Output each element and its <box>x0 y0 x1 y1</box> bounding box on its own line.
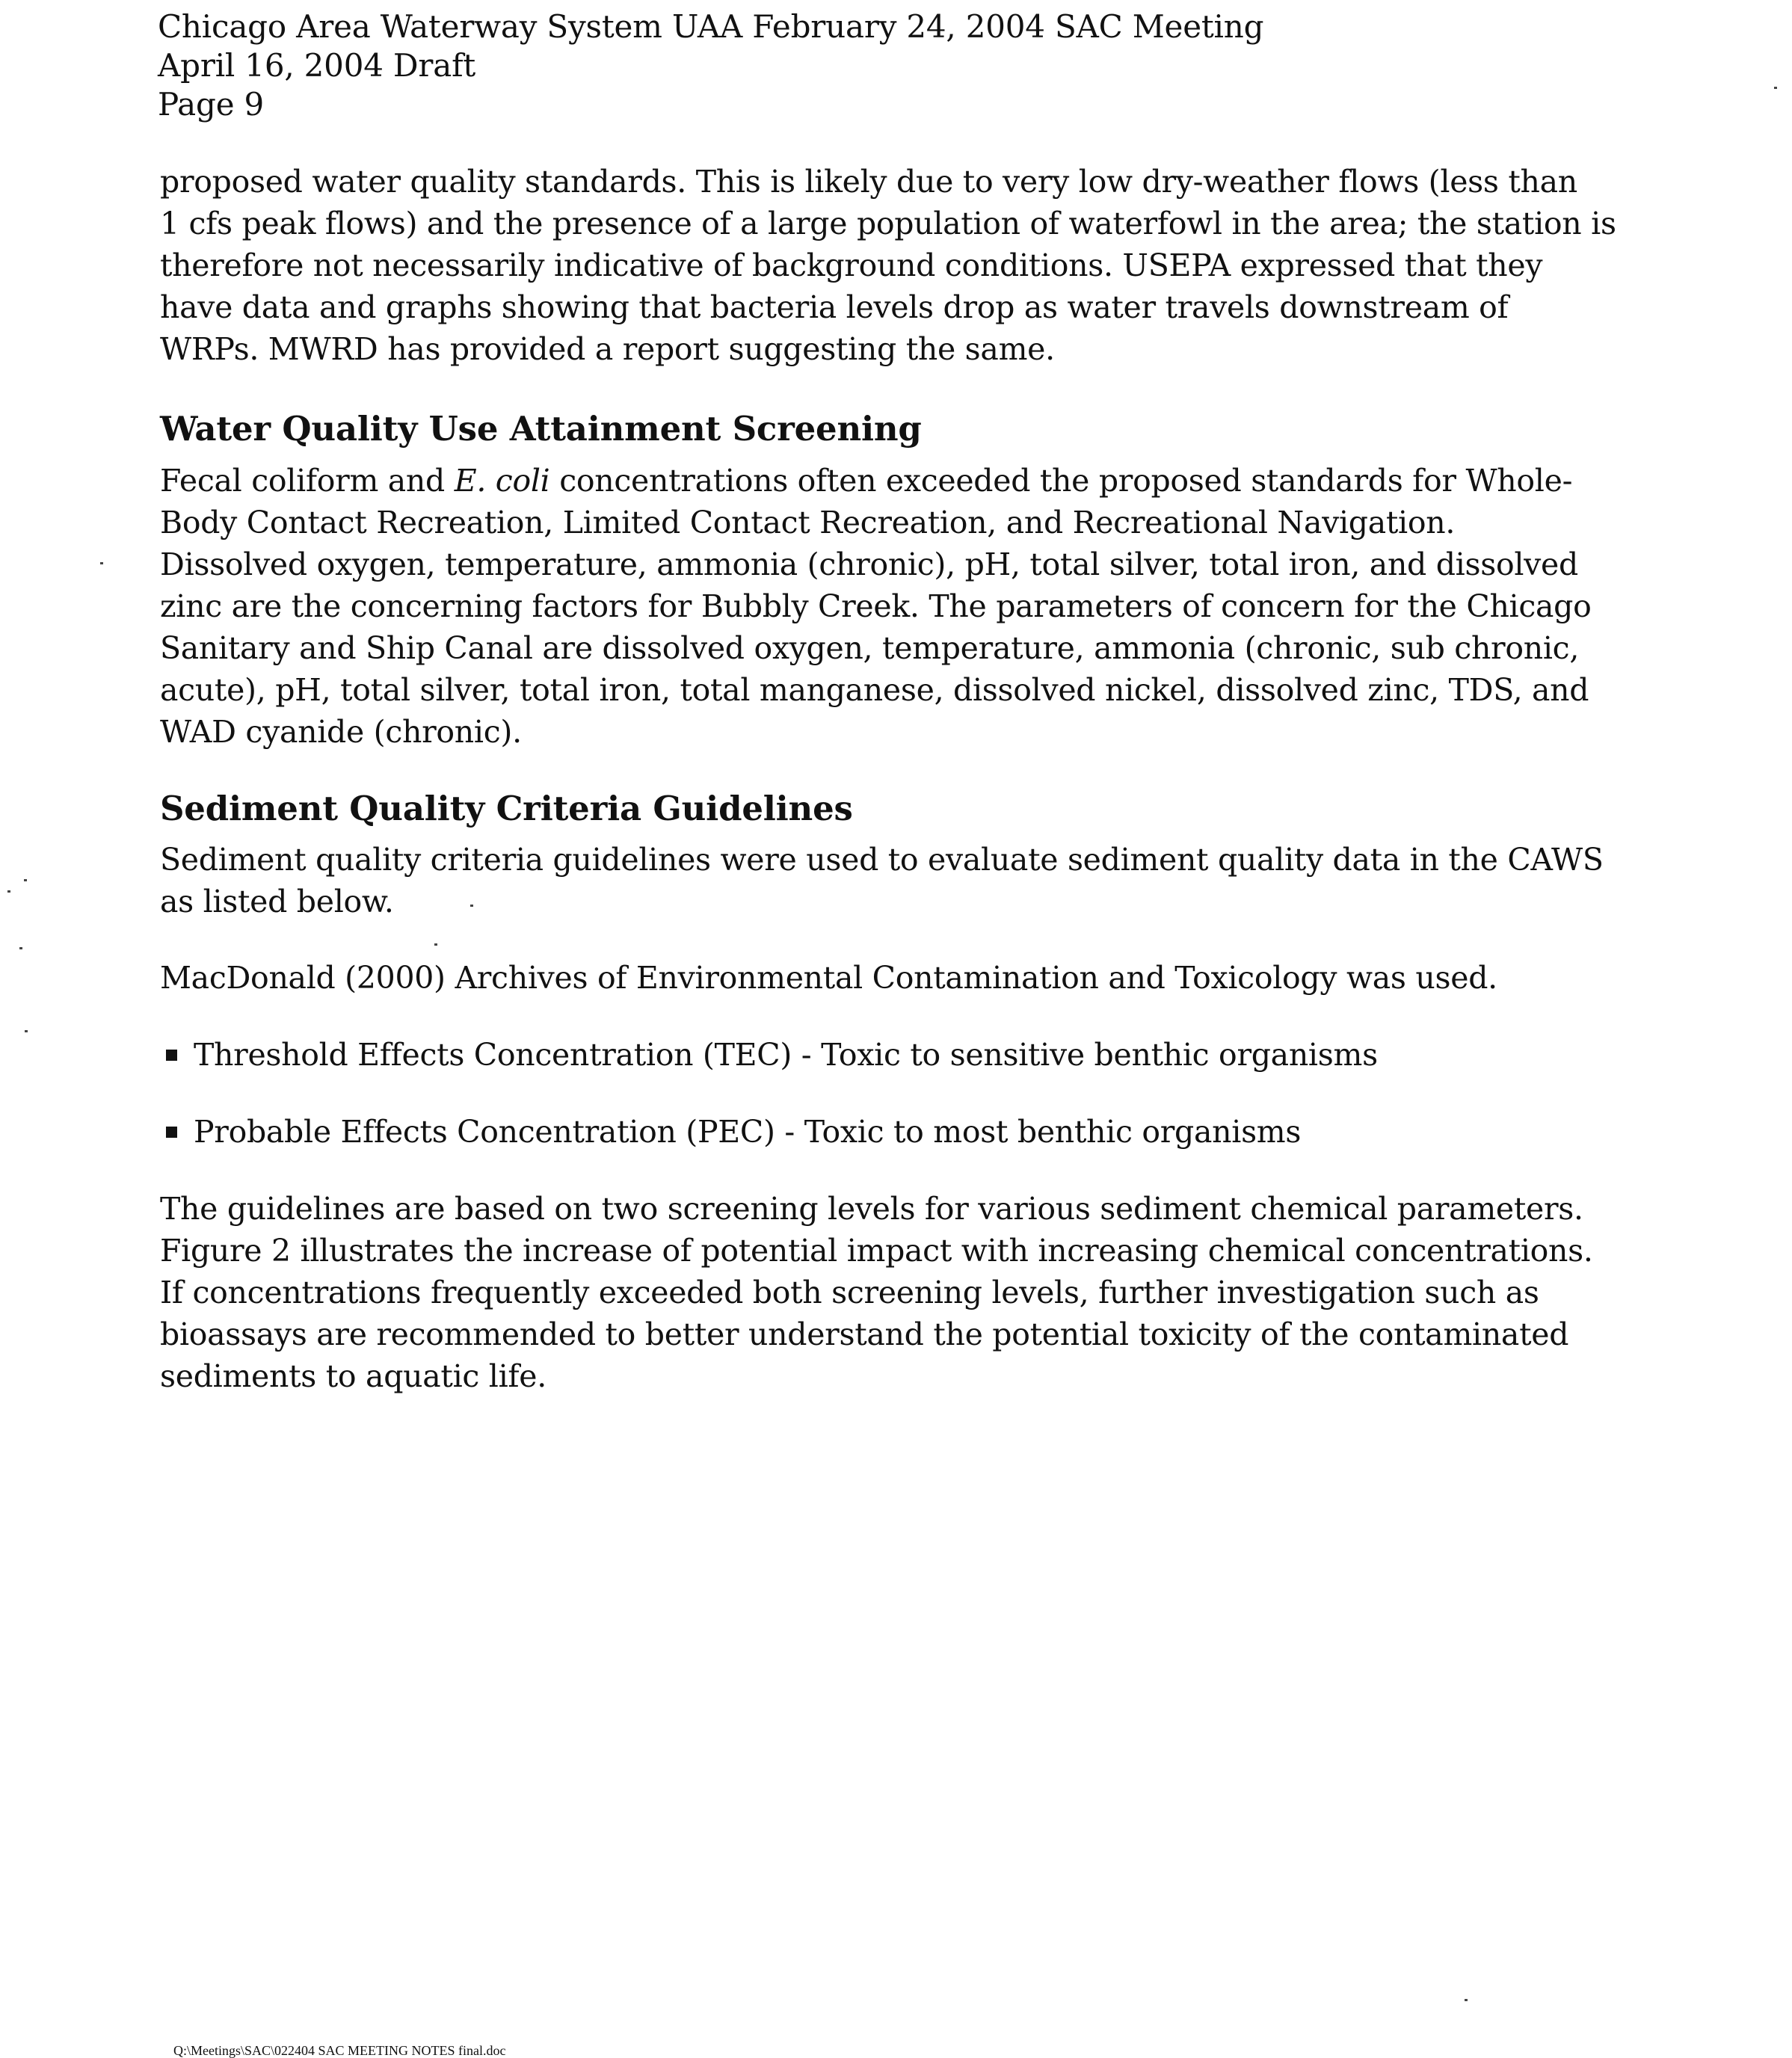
paragraph-line: sediments to aquatic life. <box>160 1358 546 1394</box>
paragraph-line: Dissolved oxygen, temperature, ammonia (chronic), pH, total silver, total iron, and dissolved <box>160 546 1578 582</box>
header-title: Chicago Area Waterway System UAA February 24, 2004 SAC Meeting <box>158 8 1264 45</box>
paragraph-line: proposed water quality standards. This is likely due to very low dry-weather flows (less than <box>160 164 1577 200</box>
sediment-intro-paragraph <box>160 839 1604 922</box>
footer-file-path: Q:\Meetings\SAC\022404 SAC MEETING NOTES final.doc <box>173 2043 506 2058</box>
paragraph-line: as listed below. <box>160 884 394 919</box>
scan-speck <box>25 1030 28 1032</box>
paragraph-line: The guidelines are based on two screening levels for various sediment chemical parameters. <box>160 1191 1583 1227</box>
scan-speck <box>1465 1999 1468 2001</box>
water-quality-paragraph <box>160 460 1592 753</box>
paragraph-line: have data and graphs showing that bacteria levels drop as water travels downstream of <box>160 289 1509 325</box>
bullet-text: Threshold Effects Concentration (TEC) - Toxic to sensitive benthic organisms <box>194 1037 1378 1073</box>
section-heading-sediment-quality: Sediment Quality Criteria Guidelines <box>160 789 853 828</box>
paragraph-line: therefore not necessarily indicative of background conditions. USEPA expressed that they <box>160 247 1543 283</box>
paragraph-line: If concentrations frequently exceeded both screening levels, further investigation such as <box>160 1275 1539 1310</box>
source-citation <box>160 957 1521 999</box>
paragraph-line: Figure 2 illustrates the increase of potential impact with increasing chemical concentrations. <box>160 1233 1593 1269</box>
paragraph-line: WRPs. MWRD has provided a report suggesting the same. <box>160 331 1055 367</box>
italic-species-name: E. coli <box>454 463 550 499</box>
square-bullet-icon <box>166 1050 177 1061</box>
bullet-item-tec <box>166 1034 1378 1076</box>
paragraph-line: zinc are the concerning factors for Bubbly Creek. The parameters of concern for the Chicago <box>160 588 1592 624</box>
bullet-text: Probable Effects Concentration (PEC) - Toxic to most benthic organisms <box>194 1114 1302 1150</box>
scan-speck <box>434 943 437 946</box>
paragraph-line: 1 cfs peak flows) and the presence of a large population of waterfowl in the area; the station is <box>160 206 1616 241</box>
scan-speck <box>19 947 22 949</box>
scan-speck <box>1774 87 1777 89</box>
scan-speck <box>24 879 27 881</box>
section-heading-water-quality: Water Quality Use Attainment Screening <box>160 409 922 449</box>
header-page-number: Page 9 <box>158 86 265 123</box>
square-bullet-icon <box>166 1127 177 1138</box>
paragraph-line: bioassays are recommended to better understand the potential toxicity of the contaminated <box>160 1316 1569 1352</box>
paragraph-line: acute), pH, total silver, total iron, total manganese, dissolved nickel, dissolved zinc, TDS, and <box>160 672 1589 708</box>
paragraph-line: Sanitary and Ship Canal are dissolved oxygen, temperature, ammonia (chronic, sub chronic, <box>160 630 1580 666</box>
paragraph-line: MacDonald (2000) Archives of Environmental Contamination and Toxicology was used. <box>160 960 1497 996</box>
paragraph-line: Body Contact Recreation, Limited Contact Recreation, and Recreational Navigation. <box>160 505 1456 540</box>
closing-paragraph <box>160 1188 1593 1397</box>
paragraph-line: WAD cyanide (chronic). <box>160 714 522 750</box>
bullet-item-pec <box>166 1111 1301 1153</box>
page-header <box>158 7 1263 124</box>
paragraph-line: Sediment quality criteria guidelines were used to evaluate sediment quality data in the CAWS <box>160 842 1604 878</box>
scan-speck <box>470 905 473 907</box>
scan-speck <box>100 562 103 564</box>
intro-paragraph <box>160 161 1616 370</box>
text-fragment: concentrations often exceeded the proposed standards for Whole- <box>549 463 1573 499</box>
header-date: April 16, 2004 Draft <box>158 47 476 84</box>
scan-speck <box>7 890 10 893</box>
paragraph-line <box>160 460 1573 502</box>
text-fragment: Fecal coliform and <box>160 463 455 499</box>
